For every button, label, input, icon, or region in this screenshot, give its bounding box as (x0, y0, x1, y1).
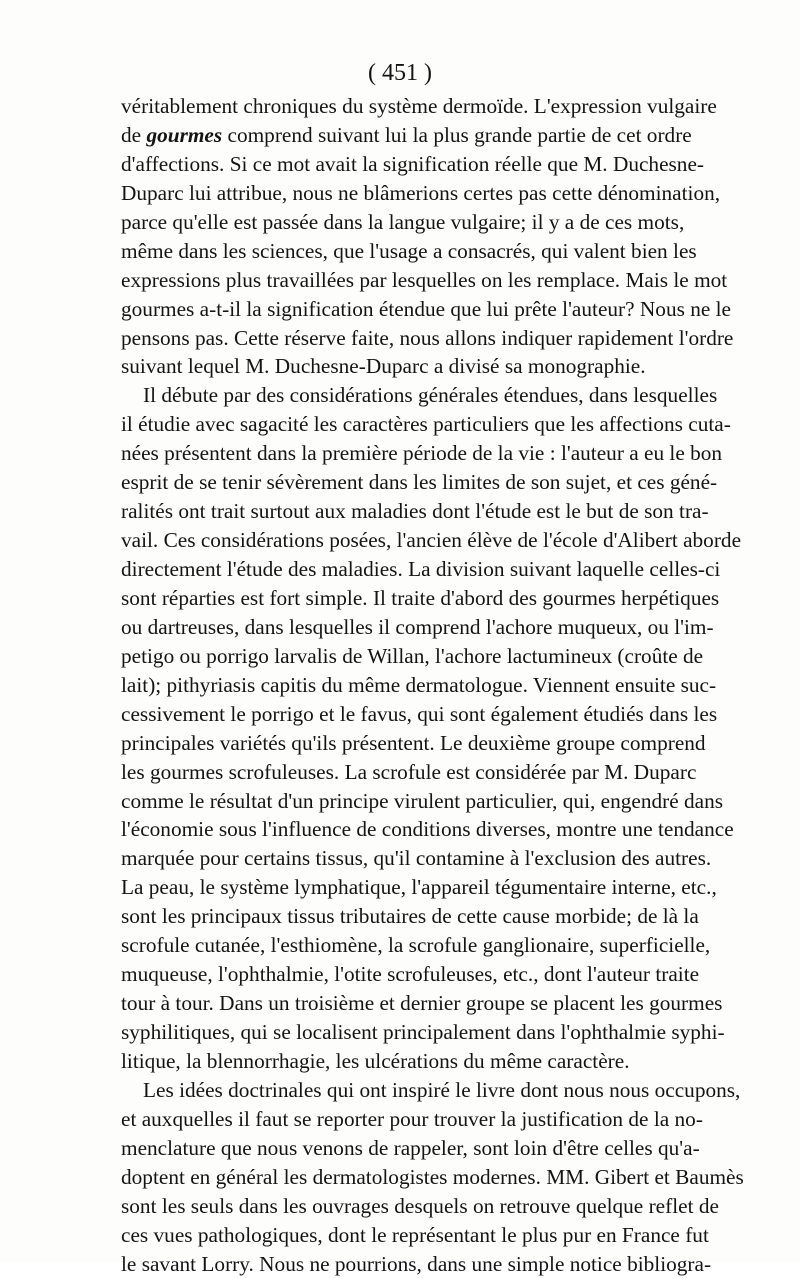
text-segment: les gourmes scrofuleuses. La scrofule est considérée par M. Duparc (121, 760, 696, 784)
text-line (121, 266, 681, 295)
text-segment: parce qu'elle est passée dans la langue vulgaire; il y a de ces mots, (121, 210, 684, 234)
text-line (121, 497, 681, 526)
text-line (121, 815, 681, 844)
text-segment: même dans les sciences, que l'usage a consacrés, qui valent bien les (121, 239, 697, 263)
text-segment: lait); pithyriasis capitis du même dermatologue. Viennent ensuite suc- (121, 673, 716, 697)
text-segment: comme le résultat d'un principe virulent particulier, qui, engendré dans (121, 789, 723, 813)
text-line (121, 121, 681, 150)
text-segment: directement l'étude des maladies. La division suivant laquelle celles-ci (121, 557, 720, 581)
text-segment: ces vues pathologiques, dont le représentant le plus pur en France fut (121, 1223, 709, 1247)
text-segment: doptent en général les dermatologistes modernes. MM. Gibert et Baumès (121, 1165, 744, 1189)
text-segment: menclature que nous venons de rappeler, sont loin d'être celles qu'a- (121, 1136, 700, 1160)
text-line (121, 1047, 681, 1076)
text-line (121, 758, 681, 787)
text-line (121, 1250, 681, 1278)
page-number: ( 451 ) (0, 58, 800, 88)
text-line (121, 1134, 681, 1163)
text-line (121, 381, 681, 410)
text-segment: ralités ont trait surtout aux maladies dont l'étude est le but de son tra- (121, 499, 709, 523)
text-segment: petigo ou porrigo larvalis de Willan, l'achore lactumineux (croûte de (121, 644, 703, 668)
text-line (121, 150, 681, 179)
text-line (121, 468, 681, 497)
text-segment: principales variétés qu'ils présentent. Le deuxième groupe comprend (121, 731, 706, 755)
text-line (121, 613, 681, 642)
text-line (121, 439, 681, 468)
text-line (121, 237, 681, 266)
text-line (121, 700, 681, 729)
text-line (121, 324, 681, 353)
text-line (121, 642, 681, 671)
text-segment: nées présentent dans la première période de la vie : l'auteur a eu le bon (121, 441, 722, 465)
text-line (121, 671, 681, 700)
text-segment: vail. Ces considérations posées, l'ancien élève de l'école d'Alibert aborde (121, 528, 741, 552)
text-line (121, 555, 681, 584)
text-segment: véritablement chroniques du système dermoïde. L'expression vulgaire (121, 94, 717, 118)
text-segment: muqueuse, l'ophthalmie, l'otite scrofuleuses, etc., dont l'auteur traite (121, 962, 699, 986)
text-line (121, 1192, 681, 1221)
text-line (121, 1105, 681, 1134)
text-segment: le savant Lorry. Nous ne pourrions, dans une simple notice bibliogra- (121, 1252, 711, 1276)
text-segment: comprend suivant lui la plus grande partie de cet ordre (222, 123, 692, 147)
text-line (121, 787, 681, 816)
text-segment: litique, la blennorrhagie, les ulcérations du même caractère. (121, 1049, 630, 1073)
text-segment: sont réparties est fort simple. Il traite d'abord des gourmes herpétiques (121, 586, 719, 610)
body-text (121, 92, 681, 1278)
text-line (121, 931, 681, 960)
text-segment: scrofule cutanée, l'esthiomène, la scrofule ganglionaire, superficielle, (121, 933, 710, 957)
text-line (121, 179, 681, 208)
text-line (121, 902, 681, 931)
text-line (121, 92, 681, 121)
text-segment: gourmes a-t-il la signification étendue que lui prête l'auteur? Nous ne le (121, 297, 731, 321)
text-line (121, 873, 681, 902)
emphasized-term: gourmes (146, 123, 222, 147)
text-segment: sont les seuls dans les ouvrages desquels on retrouve quelque reflet de (121, 1194, 719, 1218)
text-segment: tour à tour. Dans un troisième et dernier groupe se placent les gourmes (121, 991, 722, 1015)
text-line (121, 989, 681, 1018)
text-line (121, 526, 681, 555)
text-segment: syphilitiques, qui se localisent principalement dans l'ophthalmie syphi- (121, 1020, 725, 1044)
text-line (121, 584, 681, 613)
text-line (121, 208, 681, 237)
text-line (121, 1221, 681, 1250)
text-segment: Duparc lui attribue, nous ne blâmerions certes pas cette dénomination, (121, 181, 720, 205)
text-line (121, 960, 681, 989)
text-line (121, 1163, 681, 1192)
text-line (121, 410, 681, 439)
text-line (121, 295, 681, 324)
text-segment: Il débute par des considérations générales étendues, dans lesquelles (143, 383, 717, 407)
text-segment: La peau, le système lymphatique, l'appareil tégumentaire interne, etc., (121, 875, 717, 899)
text-segment: pensons pas. Cette réserve faite, nous allons indiquer rapidement l'ordre (121, 326, 733, 350)
text-segment: l'économie sous l'influence de conditions diverses, montre une tendance (121, 817, 734, 841)
text-segment: sont les principaux tissus tributaires de cette cause morbide; de là la (121, 904, 699, 928)
text-segment: il étudie avec sagacité les caractères particuliers que les affections cuta- (121, 412, 731, 436)
text-segment: esprit de se tenir sévèrement dans les limites de son sujet, et ces géné- (121, 470, 717, 494)
text-line (121, 1076, 681, 1105)
text-line (121, 352, 681, 381)
text-segment: ou dartreuses, dans lesquelles il comprend l'achore muqueux, ou l'im- (121, 615, 714, 639)
text-segment: expressions plus travaillées par lesquelles on les remplace. Mais le mot (121, 268, 727, 292)
text-segment: de (121, 123, 146, 147)
text-segment: Les idées doctrinales qui ont inspiré le livre dont nous nous occupons, (143, 1078, 740, 1102)
text-line (121, 844, 681, 873)
text-segment: suivant lequel M. Duchesne-Duparc a divisé sa monographie. (121, 354, 646, 378)
text-segment: et auxquelles il faut se reporter pour trouver la justification de la no- (121, 1107, 703, 1131)
text-segment: marquée pour certains tissus, qu'il contamine à l'exclusion des autres. (121, 846, 711, 870)
text-line (121, 729, 681, 758)
text-segment: cessivement le porrigo et le favus, qui sont également étudiés dans les (121, 702, 717, 726)
text-line (121, 1018, 681, 1047)
text-segment: d'affections. Si ce mot avait la signification réelle que M. Duchesne- (121, 152, 704, 176)
